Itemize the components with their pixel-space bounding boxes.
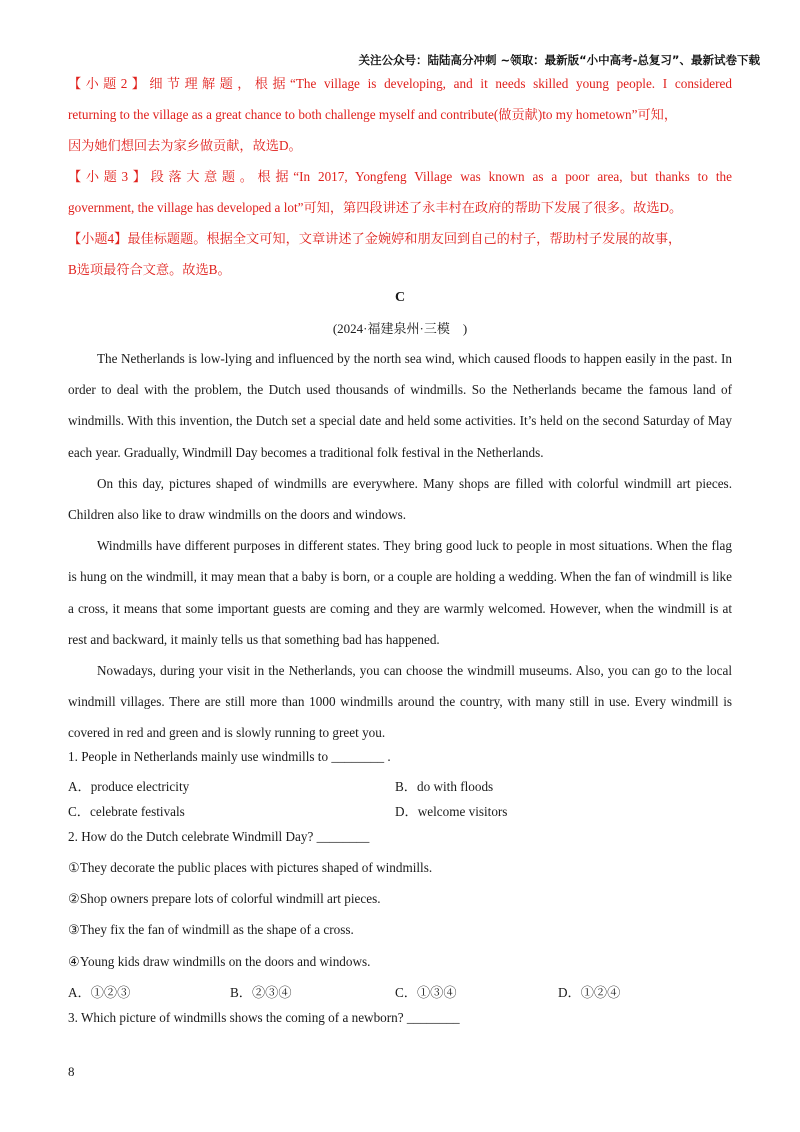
explanation-line: 因为她们想回去为家乡做贡献，故选D。 [68, 138, 302, 153]
q2-option-c: C．①③④ [395, 985, 457, 1000]
q1-option-c: C．celebrate festivals [68, 804, 185, 819]
q2-statement-1: ①They decorate the public places with pictures shaped of windmills. [68, 860, 433, 875]
q2-option-a: A．①②③ [68, 985, 131, 1000]
passage-paragraph: On this day, pictures shaped of windmills are everywhere. Many shops are filled with colorful windmill art pieces. Children also like to draw windmills on the doors and windows. [68, 475, 732, 523]
explanation-item-3 [68, 161, 732, 223]
explanation-line: 【小题3】段落大意题。根据“In 2017, Yongfeng Village was known as a poor area, but thanks to the [68, 169, 732, 184]
reading-passage [68, 343, 732, 749]
page-header: 关注公众号：陆陆高分冲刺 ~领取：最新版“小中高考-总复习”、最新试卷下载 [358, 53, 760, 67]
explanation-line: government, the village has developed a lot”可知，第四段讲述了永丰村在政府的帮助下发展了很多。故选D。 [68, 200, 683, 215]
q1-option-a: A．produce electricity [68, 779, 190, 794]
explanation-item-4 [68, 223, 732, 285]
question-2-stem: 2. How do the Dutch celebrate Windmill Day? ________ [68, 829, 370, 844]
explanation-line: B选项最符合文意。故选B。 [68, 262, 231, 277]
q2-statement-2: ②Shop owners prepare lots of colorful windmill art pieces. [68, 891, 381, 906]
q1-option-d: D．welcome visitors [395, 804, 508, 819]
passage-paragraph: The Netherlands is low-lying and influenced by the north sea wind, which caused floods to happen easily in the past. In order to deal with the problem, the Dutch used thousands of windmills. So the Netherlands became the famous land of windmills. With this invention, the Dutch set a special date and held some activities. It’s held on the second Saturday of May each year. Gradually, Windmill Day becomes a traditional folk festival in the Netherlands. [68, 351, 732, 460]
section-source: (2024·福建泉州·三模 ) [332, 321, 468, 336]
explanation-line: returning to the village as a great chance to both challenge myself and contribute(做贡献)to my hometown”可知， [68, 107, 678, 122]
q2-statement-3: ③They fix the fan of windmill as the shape of a cross. [68, 922, 354, 937]
passage-paragraph: Nowadays, during your visit in the Netherlands, you can choose the windmill museums. Also, you can go to the local windmill villages. There are still more than 1000 windmills around the country, with many still in use. Every windmill is covered in red and green and is slowly running to greet you. [68, 663, 732, 741]
page-number: 8 [68, 1064, 75, 1079]
q2-option-d: D．①②④ [558, 985, 621, 1000]
section-label: C [394, 290, 406, 305]
question-3-stem: 3. Which picture of windmills shows the coming of a newborn? ________ [68, 1010, 460, 1025]
passage-paragraph: Windmills have different purposes in different states. They bring good luck to people in most situations. When the flag is hung on the windmill, it may mean that a baby is born, or a couple are holding a wedding. When the fan of windmill is like a cross, it means that some important guests are coming and they are warmly welcomed. However, when the windmill is at rest and backward, it mainly tells us that something bad has happened. [68, 538, 732, 647]
q2-option-b: B．②③④ [230, 985, 292, 1000]
explanation-line: 【小题2】细节理解题，根据“The village is developing, and it needs skilled young people. I considered [68, 76, 732, 91]
q1-option-b: B．do with floods [395, 779, 494, 794]
question-1-stem: 1. People in Netherlands mainly use windmills to ________ . [68, 749, 391, 764]
q2-statement-4: ④Young kids draw windmills on the doors and windows. [68, 954, 371, 969]
explanation-line: 【小题4】最佳标题题。根据全文可知，文章讲述了金婉婷和朋友回到自己的村子，帮助村子发展的故事， [68, 231, 682, 246]
explanation-item-2 [68, 68, 732, 161]
